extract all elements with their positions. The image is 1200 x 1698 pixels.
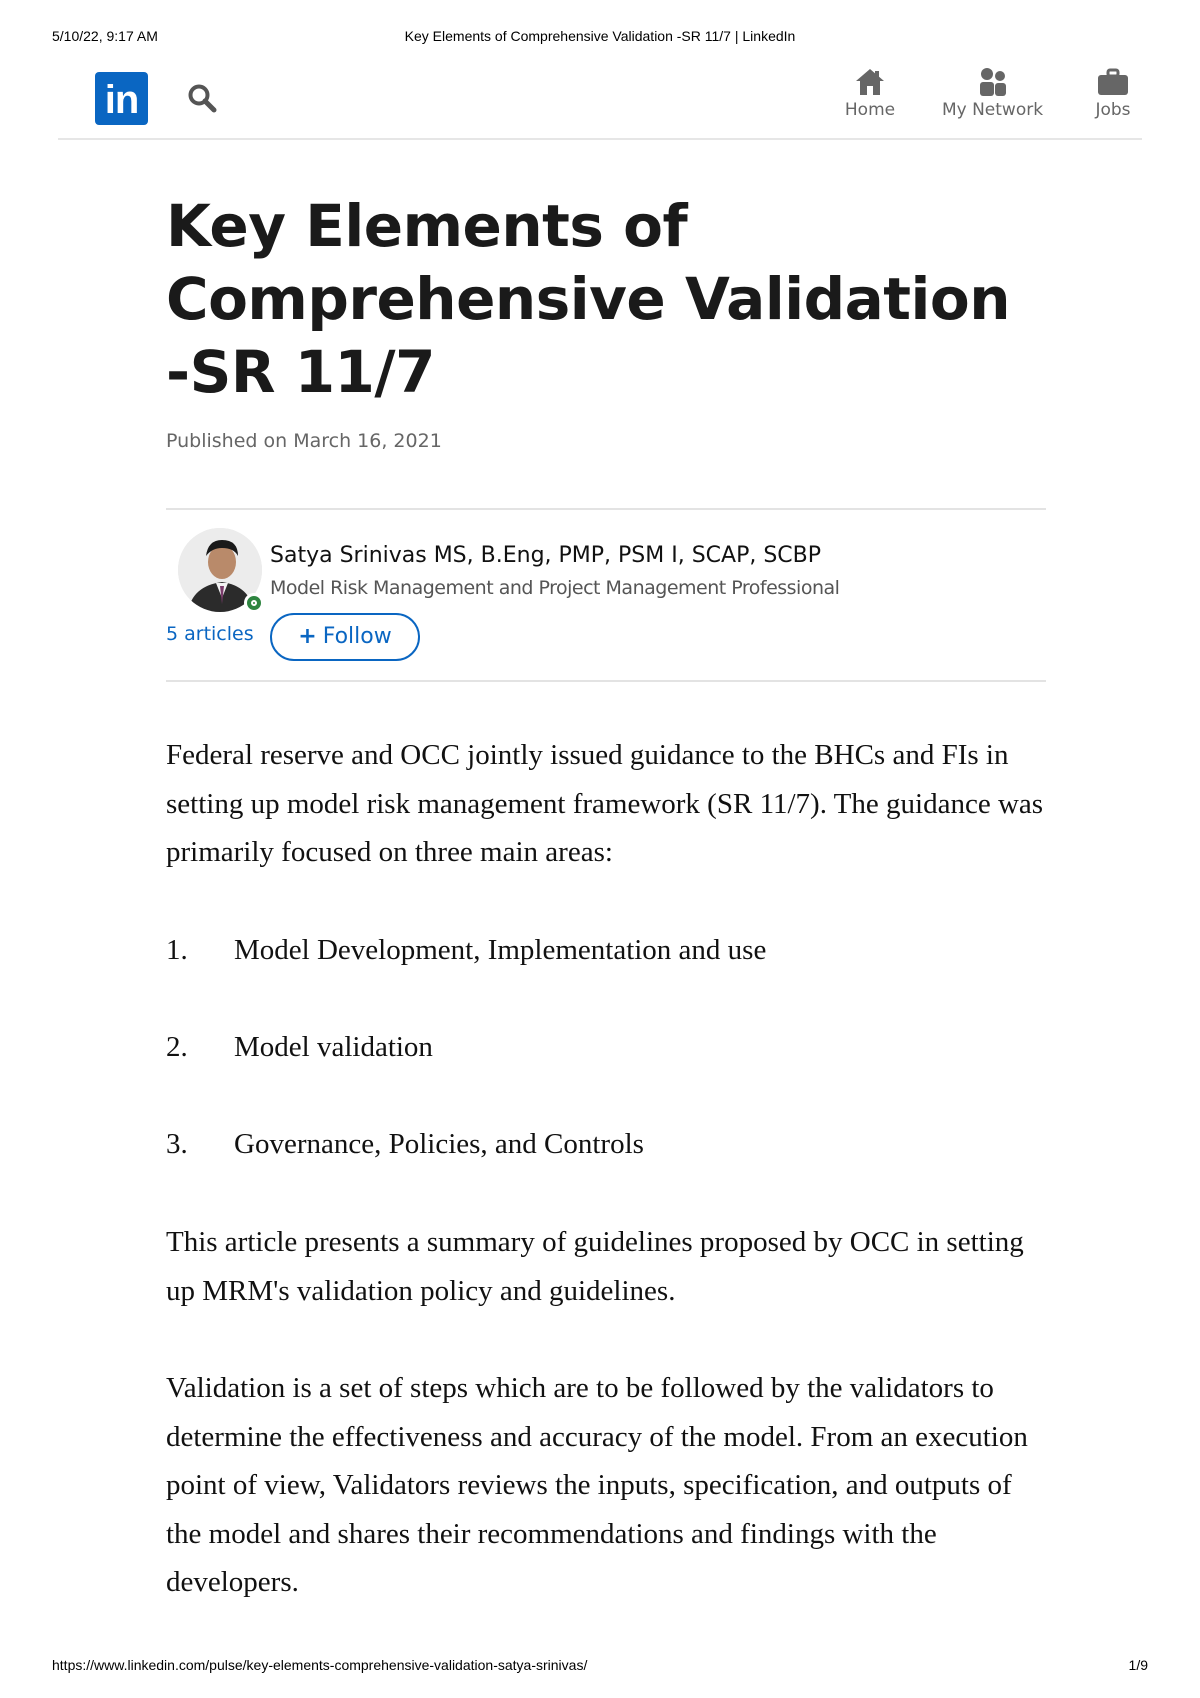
briefcase-icon <box>1096 66 1130 98</box>
author-articles-link[interactable]: 5 articles <box>166 623 254 645</box>
print-datetime: 5/10/22, 9:17 AM <box>52 28 158 44</box>
nav-home[interactable] <box>830 66 910 120</box>
print-header <box>52 28 1148 48</box>
list-item-text: Model Development, Implementation and use <box>234 934 767 966</box>
plus-icon: + <box>298 624 317 649</box>
divider-bottom <box>166 680 1046 682</box>
online-status-badge <box>244 593 264 613</box>
article-title: Key Elements of Comprehensive Validation -SR 11/7 <box>166 192 1010 406</box>
author-headline: Model Risk Management and Project Management Professional <box>270 577 840 599</box>
search-icon[interactable] <box>186 82 222 118</box>
top-navbar <box>58 62 1142 140</box>
nav-jobs[interactable] <box>1078 66 1148 120</box>
linkedin-logo[interactable]: in <box>95 72 148 125</box>
follow-button[interactable] <box>270 613 420 661</box>
list-item-text: Governance, Policies, and Controls <box>234 1128 644 1160</box>
follow-label: Follow <box>322 624 392 649</box>
divider-top <box>166 508 1046 510</box>
home-icon <box>853 66 887 98</box>
nav-my-network[interactable] <box>935 66 1050 120</box>
list-item-number: 1. <box>166 934 188 966</box>
print-footer <box>52 1657 1148 1677</box>
print-page-title: Key Elements of Comprehensive Validation -SR 11/7 | LinkedIn <box>404 28 796 44</box>
nav-jobs-label: Jobs <box>1095 100 1131 120</box>
list-item-number: 2. <box>166 1031 188 1063</box>
body-paragraph-1: Federal reserve and OCC jointly issued guidance to the BHCs and FIs in setting up model risk management framework (SR 11/7). The guidance was primarily focused on three main areas: <box>166 739 1044 868</box>
page-number: 1/9 <box>1128 1657 1148 1673</box>
author-name[interactable]: Satya Srinivas MS, B.Eng, PMP, PSM I, SCAP, SCBP <box>270 543 822 568</box>
print-url: https://www.linkedin.com/pulse/key-elements-comprehensive-validation-satya-srinivas/ <box>52 1657 588 1673</box>
body-paragraph-2: This article presents a summary of guidelines proposed by OCC in setting up MRM's validation policy and guidelines. <box>166 1226 1024 1307</box>
list-item-text: Model validation <box>234 1031 433 1063</box>
published-date: Published on March 16, 2021 <box>166 430 442 452</box>
nav-my-network-label: My Network <box>941 100 1044 120</box>
people-icon <box>976 66 1010 98</box>
nav-home-label: Home <box>844 100 896 120</box>
body-paragraph-3: Validation is a set of steps which are to be followed by the validators to determine the effectiveness and accuracy of the model. From an execution point of view, Validators reviews the inputs, specification, and outputs of the model and shares their recommendations and findings with the developers. <box>166 1372 1028 1598</box>
list-item-number: 3. <box>166 1128 188 1160</box>
